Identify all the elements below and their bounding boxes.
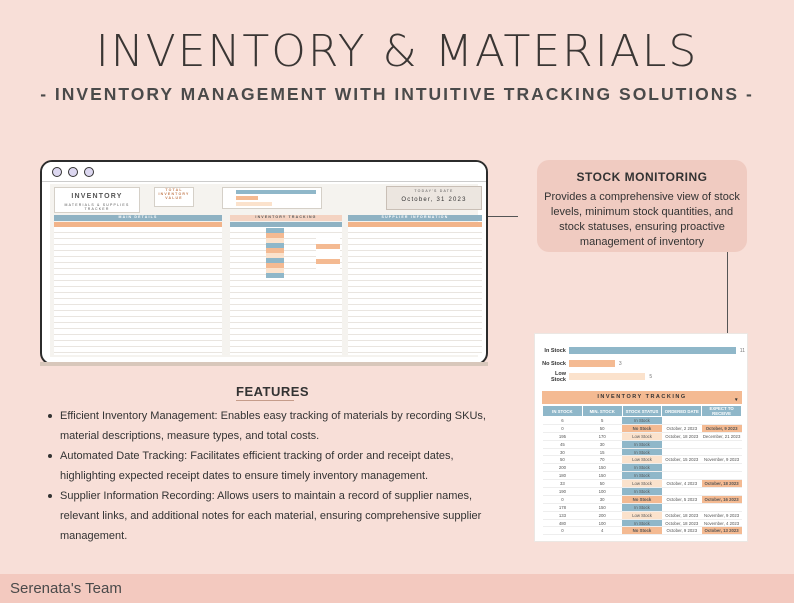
- tracking-status-column: [266, 228, 284, 278]
- window-dot-icon: [68, 167, 78, 177]
- table-cell[interactable]: No Stock: [622, 495, 662, 503]
- table-cell[interactable]: 150: [582, 464, 622, 472]
- table-row: [543, 417, 742, 425]
- feature-item: Supplier Information Recording: Allows users to maintain a record of supplier names, relevant links, and additional notes for each material, ensuring comprehensive supplier management.: [48, 486, 498, 546]
- table-cell[interactable]: [662, 488, 702, 496]
- table-column-header: MIN. STOCK: [582, 406, 622, 417]
- dropdown-arrow-icon[interactable]: ▾: [734, 397, 739, 403]
- table-cell[interactable]: October, 9 2023: [662, 527, 702, 535]
- table-cell[interactable]: 50: [582, 424, 622, 432]
- table-cell[interactable]: In Stock: [622, 519, 662, 527]
- table-row: [543, 464, 742, 472]
- table-cell[interactable]: [702, 464, 742, 472]
- table-row: [543, 511, 742, 519]
- table-cell[interactable]: 15: [582, 448, 622, 456]
- stock-bar: [569, 360, 615, 367]
- table-cell[interactable]: October, 18 2023: [662, 511, 702, 519]
- footer-brand: Serenata's Team: [10, 580, 122, 597]
- features-list: [48, 406, 498, 546]
- laptop-base: [40, 362, 488, 366]
- table-row: [543, 488, 742, 496]
- table-row: [543, 472, 742, 480]
- window-dot-icon: [52, 167, 62, 177]
- tracking-label: INVENTORY TRACKING: [255, 215, 317, 219]
- window-dot-icon: [84, 167, 94, 177]
- table-cell[interactable]: 195: [543, 432, 583, 440]
- table-cell[interactable]: October, 13 2023: [702, 527, 742, 535]
- table-cell[interactable]: 0: [543, 495, 583, 503]
- table-row: [543, 527, 742, 535]
- feature-item: Efficient Inventory Management: Enables easy tracking of materials by recording SKUs, material descriptions, measure types, and total costs.: [48, 406, 498, 446]
- table-row: [543, 480, 742, 488]
- table-column-header: IN STOCK: [543, 406, 583, 417]
- stock-bar-value: 5: [649, 373, 653, 380]
- table-cell[interactable]: 30: [582, 440, 622, 448]
- table-row: [543, 432, 742, 440]
- stock-bar-value: 11: [739, 347, 745, 354]
- table-cell[interactable]: [662, 464, 702, 472]
- table-row: [543, 519, 742, 527]
- table-cell[interactable]: Low Stock: [622, 432, 662, 440]
- table-cell[interactable]: 45: [543, 440, 583, 448]
- table-cell[interactable]: October, 18 2023: [662, 519, 702, 527]
- table-cell[interactable]: 4: [582, 527, 622, 535]
- mini-bar-instock: [236, 190, 316, 194]
- table-cell[interactable]: 170: [582, 432, 622, 440]
- table-cell[interactable]: 150: [582, 503, 622, 511]
- table-cell[interactable]: November, 9 2023: [702, 511, 742, 519]
- table-cell[interactable]: October, 2 2023: [662, 424, 702, 432]
- table-cell[interactable]: November, 4 2023: [702, 519, 742, 527]
- stock-bar: [569, 373, 645, 380]
- connector-line: [488, 216, 518, 217]
- table-cell[interactable]: Low Stock: [622, 480, 662, 488]
- table-row: [543, 440, 742, 448]
- table-cell[interactable]: 33: [543, 480, 583, 488]
- stock-status-chart: [539, 344, 745, 383]
- total-value-label: TOTAL INVENTORY VALUE: [158, 188, 190, 200]
- page-subtitle: - INVENTORY MANAGEMENT WITH INTUITIVE TRACKING SOLUTIONS -: [40, 84, 754, 104]
- table-cell[interactable]: No Stock: [622, 424, 662, 432]
- table-column-header: ORDERED DATE: [662, 406, 702, 417]
- table-cell[interactable]: 190: [543, 488, 583, 496]
- table-cell[interactable]: [662, 472, 702, 480]
- table-cell[interactable]: October, 9 2023: [702, 424, 742, 432]
- table-cell[interactable]: 70: [582, 456, 622, 464]
- table-cell[interactable]: December, 21 2023: [702, 433, 741, 439]
- table-cell[interactable]: October, 5 2023: [662, 495, 702, 503]
- stock-bar-row: [539, 370, 745, 383]
- table-cell[interactable]: October, 18 2023: [702, 480, 742, 488]
- mini-bar-nostock: [236, 196, 258, 200]
- table-cell[interactable]: 30: [543, 448, 583, 456]
- table-cell[interactable]: 100: [582, 519, 622, 527]
- supplier-rows: [348, 227, 482, 355]
- table-cell[interactable]: 480: [543, 519, 583, 527]
- table-column-header: STOCK STATUS: [622, 406, 662, 417]
- stock-bar: [569, 347, 736, 354]
- table-cell[interactable]: [662, 503, 702, 511]
- table-cell[interactable]: 0: [543, 424, 583, 432]
- table-cell[interactable]: 200: [582, 511, 622, 519]
- inventory-tracking-zoom: [534, 333, 748, 542]
- table-cell[interactable]: October, 18 2023: [662, 432, 702, 440]
- table-cell[interactable]: [702, 417, 742, 425]
- supplier-label: SUPPLIER INFORMATION: [381, 215, 449, 219]
- table-cell[interactable]: 0: [543, 527, 583, 535]
- table-row: [543, 424, 742, 432]
- inventory-tracking-title: [542, 391, 742, 404]
- page-title: INVENTORY & MATERIALS: [95, 26, 699, 77]
- main-details-rows: [54, 227, 222, 355]
- stock-bar-row: [539, 344, 745, 357]
- today-date-label: TODAY'S DATE: [414, 189, 454, 193]
- table-cell[interactable]: In Stock: [622, 488, 662, 496]
- tracking-expected-column: [316, 234, 340, 274]
- table-cell[interactable]: 50: [543, 456, 583, 464]
- table-cell[interactable]: 133: [543, 511, 583, 519]
- table-cell[interactable]: 100: [582, 488, 622, 496]
- inventory-tracking-title-text: INVENTORY TRACKING: [597, 394, 687, 400]
- table-cell[interactable]: In Stock: [622, 464, 662, 472]
- footer: [0, 574, 794, 603]
- table-row: [543, 448, 742, 456]
- spreadsheet-preview: [50, 184, 478, 357]
- stock-bar-label: No Stock: [542, 360, 566, 367]
- window-titlebar: [42, 162, 486, 182]
- table-cell[interactable]: October, 4 2023: [662, 480, 702, 488]
- inventory-subtitle: MATERIALS & SUPPLIES TRACKER: [64, 203, 130, 211]
- table-cell[interactable]: 50: [582, 480, 622, 488]
- table-cell[interactable]: In Stock: [622, 448, 662, 456]
- table-cell[interactable]: 30: [582, 495, 622, 503]
- table-cell[interactable]: October, 16 2023: [702, 495, 742, 503]
- table-cell[interactable]: [702, 472, 742, 480]
- stock-monitoring-title: STOCK MONITORING: [576, 170, 708, 184]
- table-cell[interactable]: In Stock: [622, 503, 662, 511]
- table-cell[interactable]: No Stock: [622, 527, 662, 535]
- stock-bar-label: In Stock: [544, 347, 566, 354]
- table-cell[interactable]: [662, 440, 702, 448]
- table-cell[interactable]: [702, 503, 742, 511]
- table-row: [543, 495, 742, 503]
- laptop-mockup: [40, 160, 488, 365]
- table-cell[interactable]: 5: [582, 417, 622, 425]
- table-cell[interactable]: November, 9 2023: [702, 456, 742, 464]
- table-cell[interactable]: [702, 448, 742, 456]
- table-cell[interactable]: [702, 488, 742, 496]
- features-title: FEATURES: [236, 384, 310, 399]
- stock-bar-row: [539, 357, 745, 370]
- stock-bar-value: 3: [618, 360, 622, 367]
- stock-monitoring-description: Provides a comprehensive view of stock levels, minimum stock quantities, and stock statuses, ensuring proactive management of inventory: [544, 191, 740, 248]
- mini-bar-lowstock: [236, 202, 272, 206]
- table-cell[interactable]: 178: [543, 503, 583, 511]
- table-row: [543, 503, 742, 511]
- table-cell[interactable]: [702, 440, 742, 448]
- table-cell[interactable]: Low Stock: [622, 456, 662, 464]
- table-cell[interactable]: In Stock: [622, 440, 662, 448]
- table-cell[interactable]: 6: [543, 417, 583, 425]
- stock-bar-label: Low Stock: [551, 370, 566, 383]
- table-cell[interactable]: Low Stock: [622, 511, 662, 519]
- feature-item: Automated Date Tracking: Facilitates efficient tracking of order and receipt dates, highlighting expected receipt dates to ensure timely inventory management.: [48, 446, 498, 486]
- table-cell[interactable]: [662, 417, 702, 425]
- table-cell[interactable]: 150: [582, 472, 622, 480]
- table-cell[interactable]: In Stock: [622, 417, 662, 425]
- table-cell[interactable]: 180: [543, 472, 583, 480]
- main-details-label: MAIN DETAILS: [118, 215, 158, 219]
- table-cell[interactable]: October, 15 2023: [662, 456, 702, 464]
- table-row: [543, 456, 742, 464]
- today-date-value: October, 31 2023: [401, 197, 467, 203]
- table-cell[interactable]: In Stock: [622, 472, 662, 480]
- table-cell[interactable]: [662, 448, 702, 456]
- table-column-header: EXPECT TO RECEIVE: [702, 406, 742, 417]
- inventory-tracking-table: [542, 405, 742, 535]
- features-underline: [236, 400, 294, 401]
- stock-monitoring-card: [537, 160, 747, 252]
- inventory-title: INVENTORY: [71, 193, 123, 200]
- table-cell[interactable]: 200: [543, 464, 583, 472]
